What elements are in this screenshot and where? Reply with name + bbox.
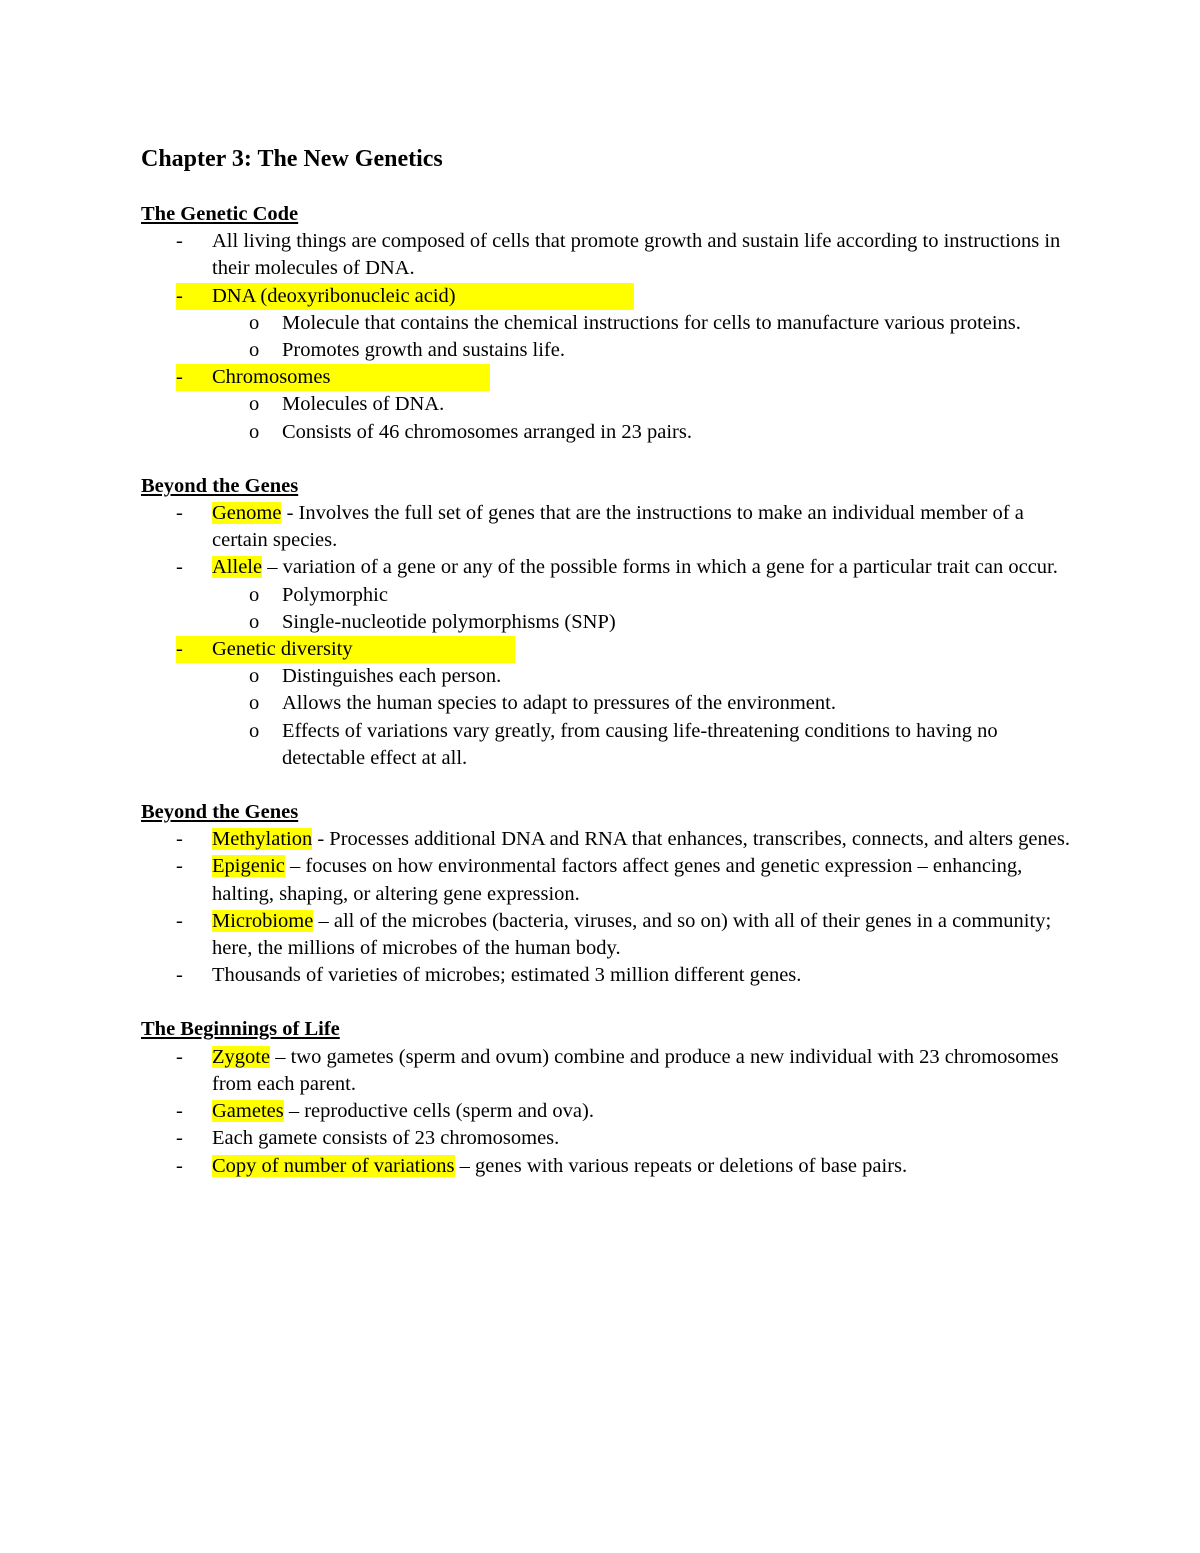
item-text: Allows the human species to adapt to pressures of the environment. <box>282 692 836 715</box>
dash-bullet: - <box>176 1154 183 1177</box>
list-item <box>141 826 1071 853</box>
item-text: – focuses on how environmental factors affect genes and genetic expression – enhancing, halting, shaping, or altering gene expression. <box>212 855 1023 905</box>
list-item <box>141 962 1071 989</box>
section-beyond-genes-2 <box>141 799 1071 989</box>
list-item <box>141 1125 1071 1152</box>
circle-bullet: o <box>249 583 260 606</box>
item-text: - Involves the full set of genes that are the instructions to make an individual member of a certain species. <box>212 502 1024 552</box>
highlighted-term: Microbiome <box>212 909 314 932</box>
highlighted-term: Zygote <box>212 1045 271 1068</box>
dash-bullet: - <box>176 556 183 579</box>
dash-bullet: - <box>176 964 183 987</box>
highlighted-term: Genome <box>212 502 282 525</box>
circle-bullet: o <box>249 339 260 362</box>
list-item <box>141 228 1071 282</box>
item-text: Molecules of DNA. <box>282 393 445 416</box>
section-beyond-genes <box>141 473 1071 772</box>
section-genetic-code <box>141 201 1071 446</box>
circle-bullet: o <box>249 665 260 688</box>
highlighted-term: Methylation <box>212 828 313 851</box>
document-content <box>141 144 1071 1207</box>
sub-list-item <box>141 419 1071 446</box>
list-item <box>141 853 1071 907</box>
bullet-list <box>141 500 1071 772</box>
list-item <box>141 1044 1071 1098</box>
section-heading: The Beginnings of Life <box>141 1018 340 1041</box>
dash-bullet: - <box>176 1045 183 1068</box>
item-text: Effects of variations vary greatly, from causing life-threatening conditions to having no detectable effect at all. <box>282 719 998 769</box>
dash-bullet: - <box>176 230 183 253</box>
sub-list-item <box>141 663 1071 690</box>
circle-bullet: o <box>249 420 260 443</box>
section-beginnings-of-life <box>141 1016 1071 1179</box>
list-item <box>141 1098 1071 1125</box>
highlighted-term: Copy of number of variations <box>212 1154 455 1177</box>
sub-list-item <box>141 718 1071 772</box>
list-item <box>141 500 1071 554</box>
item-text: – all of the microbes (bacteria, viruses, and so on) with all of their genes in a community; here, the millions of microbes of the human body. <box>212 909 1052 960</box>
item-text: All living things are composed of cells that promote growth and sustain life according to instructions in their molecules of DNA. <box>212 230 1061 280</box>
bullet-list <box>141 1044 1071 1180</box>
sub-list-item <box>141 310 1071 337</box>
sub-list-item <box>141 690 1071 717</box>
item-text: Single-nucleotide polymorphisms (SNP) <box>282 610 616 633</box>
list-item <box>141 908 1071 962</box>
dash-bullet: - <box>176 1127 183 1150</box>
circle-bullet: o <box>249 719 260 742</box>
bullet-list <box>141 228 1071 446</box>
dash-bullet: - <box>176 828 183 851</box>
list-item <box>141 636 1071 663</box>
highlighted-term: Epigenic <box>212 855 285 878</box>
item-text: Thousands of varieties of microbes; estimated 3 million different genes. <box>212 964 802 987</box>
item-text: – variation of a gene or any of the possible forms in which a gene for a particular trait can occur. <box>262 556 1058 579</box>
item-text: – two gametes (sperm and ovum) combine and produce a new individual with 23 chromosomes from each parent. <box>212 1045 1059 1095</box>
item-text: Molecule that contains the chemical instructions for cells to manufacture various proteins. <box>282 311 1021 334</box>
highlighted-term: Gametes <box>212 1100 284 1123</box>
list-item <box>141 283 1071 310</box>
item-text: Consists of 46 chromosomes arranged in 23 pairs. <box>282 420 692 443</box>
dash-bullet: - <box>176 284 183 307</box>
dash-bullet: - <box>176 366 183 389</box>
section-heading: The Genetic Code <box>141 203 299 225</box>
item-text: - Processes additional DNA and RNA that enhances, transcribes, connects, and alters genes. <box>312 828 1070 851</box>
list-item <box>141 554 1071 581</box>
dash-bullet: - <box>176 909 183 932</box>
highlighted-term: Chromosomes <box>212 366 331 389</box>
highlighted-term: Allele <box>212 556 263 579</box>
highlighted-term: Genetic diversity <box>212 638 353 661</box>
sub-list-item <box>141 609 1071 636</box>
list-item <box>141 364 1071 391</box>
dash-bullet: - <box>176 855 183 878</box>
dash-bullet: - <box>176 1100 183 1123</box>
list-item <box>141 1153 1071 1180</box>
item-text: Polymorphic <box>282 583 388 606</box>
page-title: Chapter 3: The New Genetics <box>141 146 443 172</box>
sub-list-item <box>141 391 1071 418</box>
sub-list-item <box>141 337 1071 364</box>
item-text: Each gamete consists of 23 chromosomes. <box>212 1127 560 1150</box>
dash-bullet: - <box>176 638 183 661</box>
section-heading: Beyond the Genes <box>141 801 299 824</box>
highlighted-term: DNA (deoxyribonucleic acid) <box>212 284 456 307</box>
dash-bullet: - <box>176 502 183 525</box>
circle-bullet: o <box>249 393 260 416</box>
item-text: Distinguishes each person. <box>282 665 502 688</box>
bullet-list <box>141 826 1071 989</box>
circle-bullet: o <box>249 610 260 633</box>
sub-list-item <box>141 582 1071 609</box>
section-heading: Beyond the Genes <box>141 474 299 497</box>
circle-bullet: o <box>249 692 260 715</box>
circle-bullet: o <box>249 311 260 334</box>
item-text: – genes with various repeats or deletions of base pairs. <box>454 1154 908 1177</box>
item-text: – reproductive cells (sperm and ova). <box>283 1100 594 1123</box>
item-text: Promotes growth and sustains life. <box>282 339 565 362</box>
